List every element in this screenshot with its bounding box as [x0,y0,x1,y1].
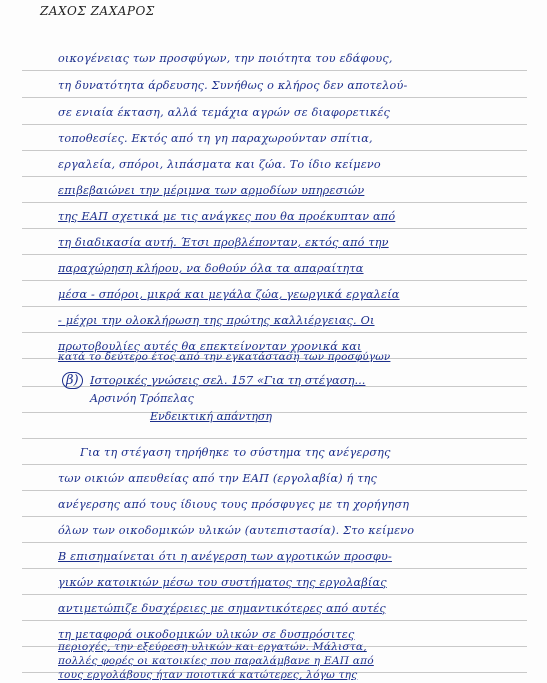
answer-label: Ενδεικτική απάντηση [150,410,273,423]
text-line: επιβεβαιώνει την μέριμνα των αρμοδίων υπηρεσιών [58,184,365,197]
text-line: περιοχές, την εξεύρεση υλικών και εργατών. Μάλιστα, [58,641,367,653]
text-line: Β επισημαίνεται ότι η ανέγερση των αγροτικών προσφυ- [58,550,392,563]
text-line: τη διαδικασία αυτή. Έτσι προβλέπονταν, εκτός από την [58,236,389,249]
text-line: παραχώρηση κλήρου, να δοθούν όλα τα απαραίτητα [58,262,364,275]
source-author: Αρσινόη Τρόπελας [90,392,194,405]
section-title: Ιστορικές γνώσεις σελ. 157 «Για τη στέγαση... [90,373,366,387]
section-marker: β) [62,372,83,389]
text-line: τους εργολάβους ήταν ποιοτικά κατώτερες, λόγω της [58,669,358,681]
text-line: τη μεταφορά οικοδομικών υλικών σε δυσπρόσιτες [58,628,355,641]
text-line: αντιμετώπιζε δυσχέρειες με σημαντικότερες από αυτές [58,602,386,615]
text-line: οικογένειας των προσφύγων, την ποιότητα του εδάφους, [58,52,393,65]
text-line: πολλές φορές οι κατοικίες που παραλάμβανε η ΕΑΠ από [58,655,374,667]
text-line: γικών κατοικιών μέσω του συστήματος της εργολαβίας [58,576,387,589]
text-line: τη δυνατότητα άρδευσης. Συνήθως ο κλήρος δεν αποτελού- [58,79,408,92]
text-line: σε ενιαία έκταση, αλλά τεμάχια αγρών σε διαφορετικές [58,106,391,119]
text-line: εργαλεία, σπόροι, λιπάσματα και ζώα. Το ίδιο κείμενο [58,158,381,171]
text-line: όλων των οικοδομικών υλικών (αυτεπιστασία). Στο κείμενο [58,524,415,537]
text-line: ανέγερσης από τους ίδιους τους πρόσφυγες με τη χορήγηση [58,498,410,511]
student-name: ΖΑΧΟΣ ΖΑΧΑΡΟΣ [40,4,155,18]
text-line: - μέχρι την ολοκλήρωση της πρώτης καλλιέργειας. Οι [58,314,375,327]
text-line: πρωτοβουλίες αυτές θα επεκτείνονταν χρονικά και [58,340,362,353]
text-line: της ΕΑΠ σχετικά με τις ανάγκες που θα προέκυπταν από [58,210,396,223]
text-line: κατά το δεύτερο έτος από την εγκατάσταση των προσφύγων [58,351,391,363]
text-line: Για τη στέγαση τηρήθηκε το σύστημα της ανέγερσης [80,446,391,459]
text-line: τοποθεσίες. Εκτός από τη γη παραχωρούνταν σπίτια, [58,132,373,145]
text-line: μέσα - σπόροι, μικρά και μεγάλα ζώα, γεωργικά εργαλεία [58,288,400,301]
text-line: των οικιών απευθείας από την ΕΑΠ (εργολαβία) ή της [58,472,377,485]
